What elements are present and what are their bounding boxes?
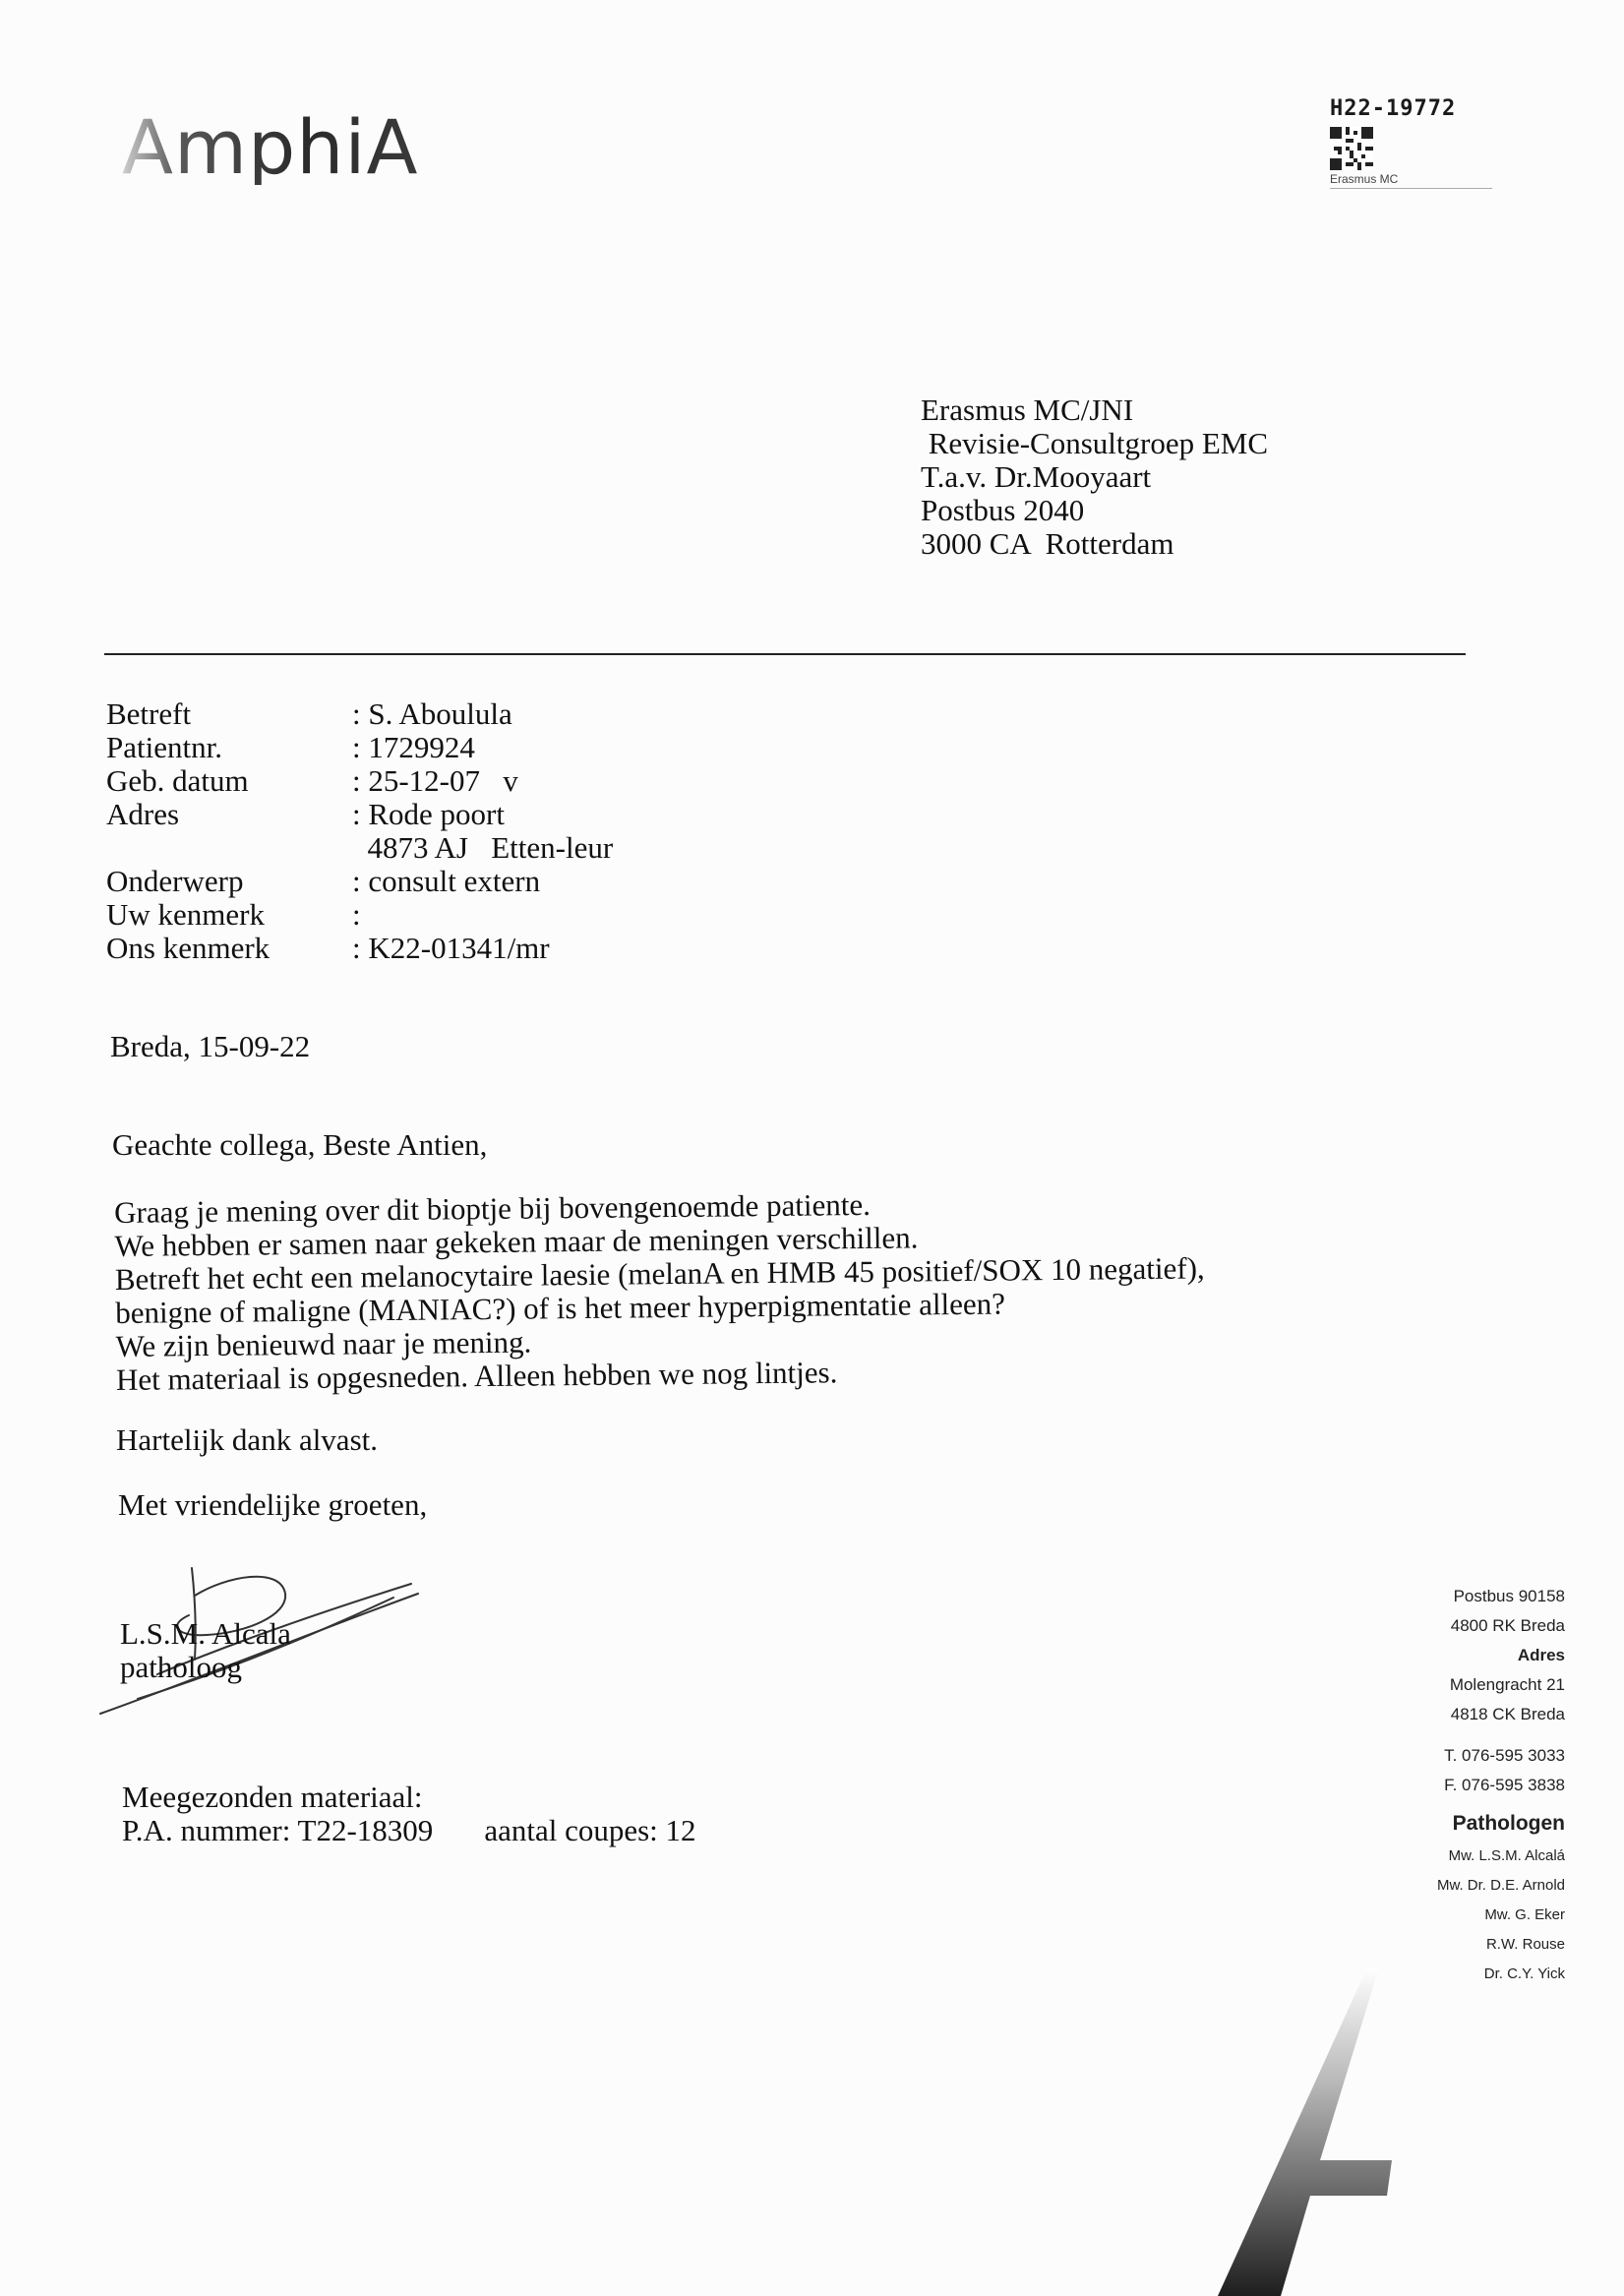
field-label bbox=[106, 831, 352, 865]
signatory-title: patholoog bbox=[120, 1650, 242, 1684]
field-value: : 1729924 bbox=[352, 730, 475, 764]
field-value: : S. Aboulula bbox=[352, 696, 512, 731]
reference-code: H22-19772 bbox=[1330, 96, 1457, 121]
field-row bbox=[106, 697, 613, 731]
field-value: : K22-01341/mr bbox=[352, 931, 550, 965]
letter-body bbox=[114, 1184, 1206, 1397]
body-line: We hebben er samen naar gekeken maar de meningen verschillen. bbox=[114, 1220, 919, 1263]
amphia-brand-stroke bbox=[1200, 1967, 1397, 2296]
field-label: Ons kenmerk bbox=[106, 931, 271, 965]
body-line: benigne of maligne (MANIAC?) of is het meer hyperpigmentatie alleen? bbox=[115, 1286, 1006, 1330]
sidebar-adres-label: Adres bbox=[1517, 1646, 1565, 1664]
enclosure-heading: Meegezonden materiaal: bbox=[122, 1780, 423, 1814]
enclosure-block bbox=[122, 1781, 696, 1847]
reference-label: Erasmus MC bbox=[1330, 172, 1492, 189]
field-label: Uw kenmerk bbox=[106, 897, 265, 932]
field-value: : bbox=[352, 897, 361, 932]
thanks-line: Hartelijk dank alvast. bbox=[116, 1422, 378, 1457]
enclosure-details bbox=[122, 1814, 696, 1847]
sidebar-postbus: Postbus 90158 bbox=[1453, 1587, 1565, 1605]
field-row bbox=[106, 898, 613, 932]
coupes-count: aantal coupes: 12 bbox=[484, 1813, 696, 1847]
sidebar-pathologist: Dr. C.Y. Yick bbox=[1483, 1965, 1565, 1982]
field-label: Adres bbox=[106, 797, 180, 831]
header-divider bbox=[104, 653, 1466, 655]
field-row bbox=[106, 831, 613, 865]
field-row bbox=[106, 932, 613, 965]
sidebar-street-city: 4818 CK Breda bbox=[1450, 1705, 1565, 1723]
addressee-line: Revisie-Consultgroep EMC bbox=[921, 426, 1269, 460]
sidebar-street: Molengracht 21 bbox=[1449, 1675, 1565, 1694]
qr-code-icon bbox=[1330, 127, 1373, 170]
pa-number: P.A. nummer: T22-18309 bbox=[122, 1813, 434, 1847]
body-line: Graag je mening over dit bioptje bij bovengenoemde patiente. bbox=[113, 1186, 872, 1230]
letter-date: Breda, 15-09-22 bbox=[110, 1029, 311, 1063]
sidebar-pathologist: R.W. Rouse bbox=[1485, 1936, 1565, 1953]
sidebar-pathologist: Mw. G. Eker bbox=[1484, 1906, 1565, 1923]
field-label: Patientnr. bbox=[106, 730, 222, 764]
signatory bbox=[120, 1617, 291, 1684]
body-line: Betreft het echt een melanocytaire laesie (melanA en HMB 45 positief/SOX 10 negatief), bbox=[114, 1250, 1205, 1297]
greeting: Geachte collega, Beste Antien, bbox=[112, 1127, 488, 1162]
sidebar-postbus-city: 4800 RK Breda bbox=[1450, 1616, 1565, 1635]
addressee-line: T.a.v. Dr.Mooyaart bbox=[921, 459, 1152, 494]
field-value: 4873 AJ Etten-leur bbox=[352, 830, 614, 865]
sidebar-pathologist: Mw. Dr. D.E. Arnold bbox=[1436, 1877, 1565, 1894]
sidebar-phone: T. 076-595 3033 bbox=[1444, 1746, 1565, 1765]
sender-sidebar bbox=[1437, 1582, 1565, 1989]
body-line: Het materiaal is opgesneden. Alleen hebben we nog lintjes. bbox=[115, 1355, 838, 1397]
body-line: We zijn benieuwd naar je mening. bbox=[115, 1324, 532, 1363]
field-value: : consult extern bbox=[352, 864, 541, 898]
field-label: Onderwerp bbox=[106, 864, 244, 898]
addressee-line: Erasmus MC/JNI bbox=[921, 393, 1134, 427]
addressee-line: 3000 CA Rotterdam bbox=[921, 526, 1174, 561]
field-row bbox=[106, 798, 613, 831]
field-row bbox=[106, 764, 613, 798]
sidebar-fax: F. 076-595 3838 bbox=[1444, 1776, 1565, 1794]
field-label: Geb. datum bbox=[106, 763, 249, 798]
subject-fields bbox=[106, 697, 613, 965]
addressee-block bbox=[921, 393, 1268, 561]
field-label: Betreft bbox=[106, 696, 192, 731]
closing-line: Met vriendelijke groeten, bbox=[118, 1487, 428, 1522]
field-row bbox=[106, 865, 613, 898]
sidebar-pathologen-heading: Pathologen bbox=[1452, 1812, 1565, 1835]
sidebar-pathologist: Mw. L.S.M. Alcalá bbox=[1448, 1847, 1565, 1864]
amphia-logo: AmphiA bbox=[122, 103, 419, 191]
field-row bbox=[106, 731, 613, 764]
field-value: : 25-12-07 v bbox=[352, 763, 518, 798]
signatory-name: L.S.M. Alcala bbox=[120, 1616, 291, 1651]
reference-stamp bbox=[1330, 96, 1497, 189]
addressee-line: Postbus 2040 bbox=[921, 493, 1085, 527]
field-value: : Rode poort bbox=[352, 797, 505, 831]
